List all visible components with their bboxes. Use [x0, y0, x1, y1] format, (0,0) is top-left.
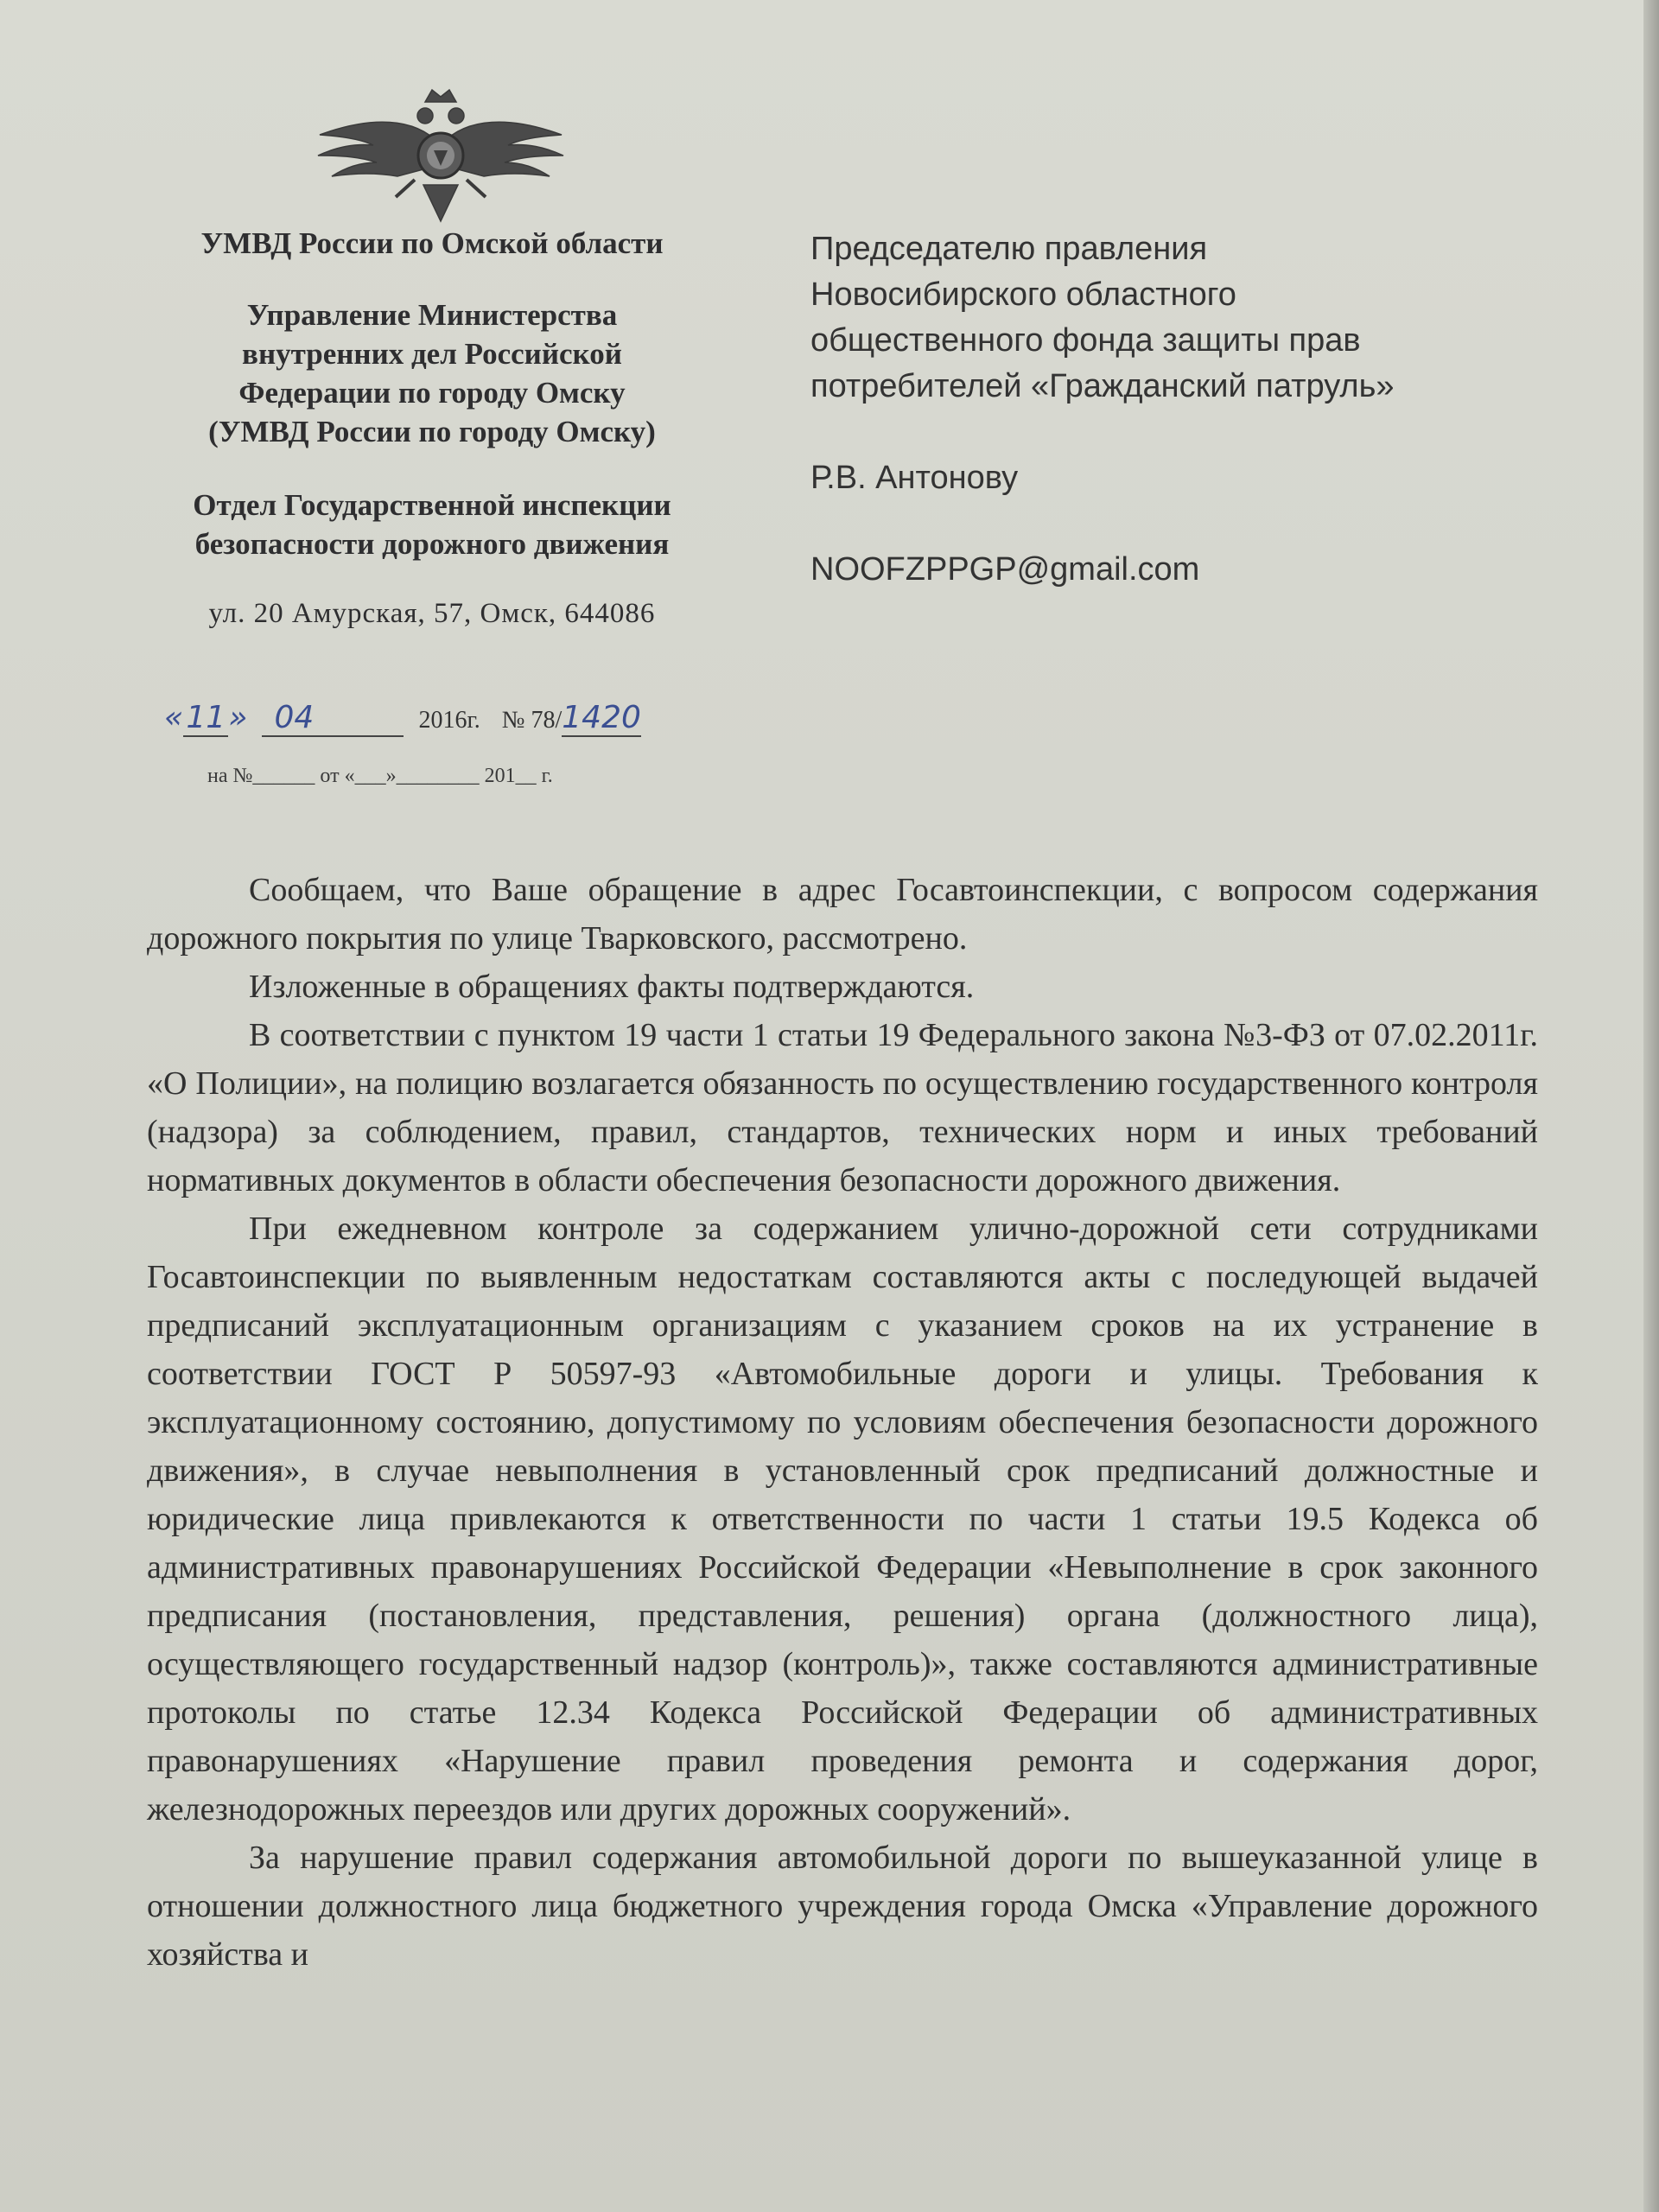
body-paragraph: При ежедневном контроле за содержанием улично-дорожной сети сотрудниками Госавтоинспекции по выявленным недостаткам составляются акты с последующей выдачей предписаний эксплуатационным организациям с указанием сроков на их устранение в соответствии ГОСТ Р 50597-93 «Автомобильные дороги и улицы. Требования к эксплуатационному состоянию, допустимому по условиям обеспечения безопасности дорожного движения», в случае невыполнения в установленный срок предписаний должностные и юридические лица привлекаются к ответственности по части 1 статьи 19.5 Кодекса об административных правонарушениях Российской Федерации «Невыполнение в срок законного предписания (постановления, представления, решения) органа (должностного лица), осуществляющего государственный надзор (контроль)», также составляются административные протоколы по статье 12.34 Кодекса Российской Федерации об административных правонарушениях «Нарушение правил проведения ремонта и содержания дорог, железнодорожных переездов или других дорожных сооружений». [147, 1211, 1538, 1827]
sender-address: ул. 20 Амурская, 57, Омск, 644086 [208, 598, 656, 629]
addressee-block [810, 226, 1588, 639]
double-headed-eagle-emblem-icon [294, 83, 588, 230]
addressee-line: общественного фонда защиты прав [810, 322, 1361, 359]
unit-line: Отдел Государственной инспекции [193, 488, 671, 522]
sender-unit [130, 486, 734, 563]
page-edge-shadow [1643, 0, 1659, 2212]
department-line: Управление Министерства [246, 298, 618, 332]
department-line: Федерации по городу Омску [238, 376, 626, 410]
date-month-handwritten: 04 [262, 700, 404, 737]
date-close-quote: » [228, 700, 248, 735]
sender-org-title: УМВД России по Омской области [200, 226, 664, 260]
sender-department [130, 296, 734, 451]
body-paragraph: За нарушение правил содержания автомобильной дороги по вышеуказанной улице в отношении должностного лица бюджетного учреждения города Омска «Управление дорожного хозяйства и [147, 1840, 1538, 1973]
addressee-position [810, 226, 1588, 410]
addressee-email: NOOFZPPGP@gmail.com [810, 551, 1200, 588]
outgoing-date-number [164, 700, 769, 737]
unit-line: безопасности дорожного движения [194, 527, 670, 561]
body-paragraph: Изложенные в обращениях факты подтверждаются. [249, 969, 975, 1005]
body-paragraph: В соответствии с пунктом 19 части 1 статьи 19 Федерального закона №3-ФЗ от 07.02.2011г. «О Полиции», на полицию возлагается обязанность по осуществлению государственного контроля (надзора) за соблюдением, правил, стандартов, технических норм и иных требований нормативных документов в области обеспечения безопасности дорожного движения. [147, 1017, 1538, 1198]
doc-number-prefix: № 78/ [501, 707, 563, 734]
doc-number-handwritten: 1420 [562, 700, 641, 735]
department-line: внутренних дел Российской [242, 337, 622, 371]
addressee-line: Председателю правления [810, 231, 1208, 267]
reference-line: на №______ от «___»________ 201__ г. [207, 765, 553, 787]
addressee-line: потребителей «Гражданский патруль» [810, 368, 1395, 404]
department-line: (УМВД России по городу Омску) [208, 415, 656, 448]
date-open-quote: « [164, 700, 184, 735]
date-year: 2016г. [418, 707, 480, 734]
sender-block [130, 226, 734, 664]
addressee-name: Р.В. Антонову [810, 460, 1019, 496]
date-day-handwritten: 11 [183, 700, 228, 737]
letter-body [147, 866, 1538, 1979]
addressee-line: Новосибирского областного [810, 276, 1236, 313]
body-paragraph: Сообщаем, что Ваше обращение в адрес Госавтоинспекции, с вопросом содержания дорожного покрытия по улице Тварковского, рассмотрено. [147, 872, 1538, 957]
